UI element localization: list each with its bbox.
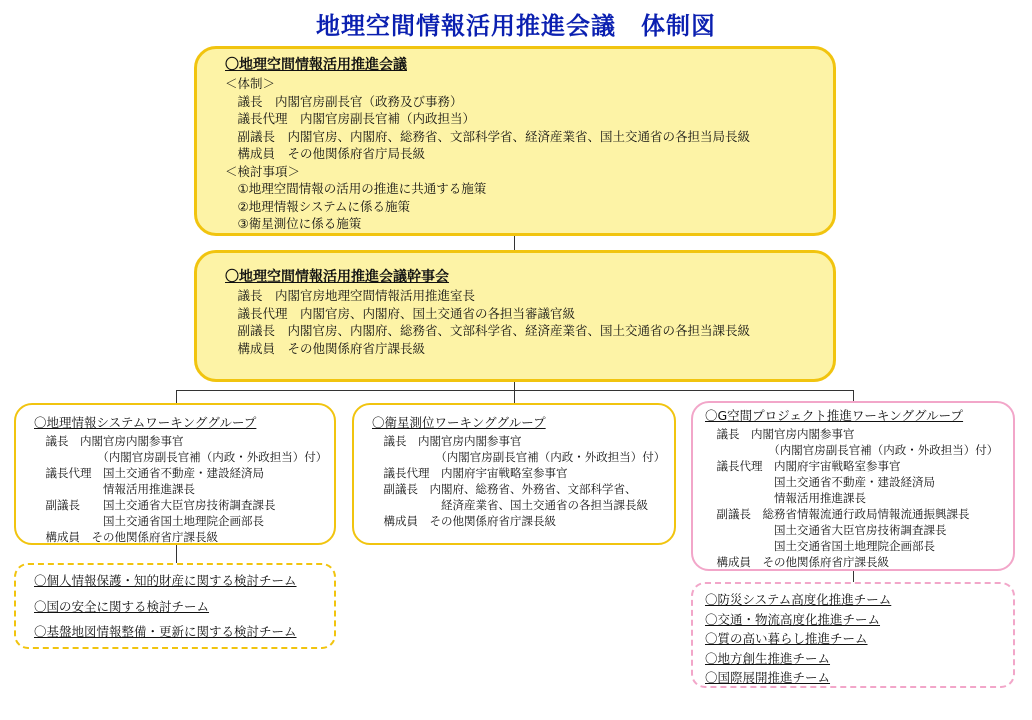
wg-gis-line: （内閣官房副長官補（内政・外政担当）付） [34, 450, 328, 464]
wg-gnss-line: （内閣官房副長官補（内政・外政担当）付） [372, 450, 666, 464]
secretariat-line: 副議長 内閣官房、内閣府、総務省、文部科学省、経済産業省、国土交通省の各担当課長級 [225, 323, 751, 338]
council-line: 構成員 その他関係府省庁局長級 [225, 146, 426, 161]
team-item: 〇国際展開推進チーム [705, 670, 831, 685]
wg-g-project-line: 構成員 その他関係府省庁課長級 [705, 555, 889, 569]
team-item: 〇交通・物流高度化推進チーム [705, 611, 881, 627]
team-item: 〇個人情報保護・知的財産に関する検討チーム [34, 573, 297, 588]
council-line: 議長 内閣官房副長官（政務及び事務） [225, 93, 463, 109]
wg-gis-line: 議長 内閣官房内閣参事官 [34, 434, 184, 448]
secretariat-line: 議長代理 内閣官房、内閣府、国土交通省の各担当審議官級 [225, 305, 576, 321]
wg-gis-heading: 〇地理情報システムワーキンググループ [34, 415, 257, 430]
wg-gnss-line: 構成員 その他関係府省庁課長級 [372, 514, 556, 528]
secretariat-line: 議長 内閣官房地理空間情報活用推進室長 [225, 288, 476, 303]
wg-g-project-box [691, 401, 1015, 571]
council-line: ＜検討事項＞ [225, 163, 301, 179]
connector-council-secretariat [514, 236, 515, 250]
team-item: 〇質の高い暮らし推進チーム [705, 631, 868, 646]
wg-gnss-box [352, 403, 676, 545]
wg-g-project-line: 国土交通省大臣官房技術調査課長 [705, 523, 947, 537]
council-line: 副議長 内閣官房、内閣府、総務省、文部科学省、経済産業省、国土交通省の各担当局長級 [225, 128, 751, 144]
connector-secretariat-down [514, 382, 515, 390]
team-item: 〇地方創生推進チーム [705, 650, 831, 666]
wg-gnss-line: 議長 内閣官房内閣参事官 [372, 434, 522, 448]
wg-gnss-line: 議長代理 内閣府宇宙戦略室参事官 [372, 466, 568, 480]
teams-left-box [14, 563, 336, 649]
wg-g-project-line: 国土交通省不動産・建設経済局 [705, 475, 935, 489]
wg-gis-line: 議長代理 国土交通省不動産・建設経済局 [34, 466, 264, 480]
wg-g-project-heading: 〇G空間プロジェクト推進ワーキンググループ [705, 408, 964, 423]
connector-to-wg-gis [176, 390, 177, 404]
council-line: 議長代理 内閣官房副長官補（内政担当） [225, 111, 476, 126]
wg-gnss-line: 経済産業省、国土交通省の各担当課長級 [372, 498, 648, 512]
wg-gnss-line: 副議長 内閣府、総務省、外務省、文部科学省、 [372, 482, 637, 496]
council-box [194, 46, 836, 236]
page-title: 地理空間情報活用推進会議 体制図 [316, 12, 716, 40]
council-line: ＜体制＞ [225, 76, 276, 91]
wg-gis-box [14, 403, 336, 545]
connector-g-teams [853, 570, 854, 582]
connector-gis-teams [176, 545, 177, 563]
wg-gis-line: 情報活用推進課長 [34, 482, 195, 496]
council-line: ③衛星測位に係る施策 [225, 216, 362, 231]
wg-g-project-line: 国土交通省国土地理院企画部長 [705, 539, 935, 553]
council-line: ②地理情報システムに係る施策 [225, 198, 410, 214]
wg-gis-line: 副議長 国土交通省大臣官房技術調査課長 [34, 498, 276, 512]
connector-horizontal [176, 390, 854, 391]
secretariat-line: 構成員 その他関係府省庁課長級 [225, 340, 426, 356]
wg-g-project-line: 議長 内閣官房内閣参事官 [705, 427, 855, 441]
connector-to-wg-gnss [514, 390, 515, 404]
council-line: ①地理空間情報の活用の推進に共通する施策 [225, 181, 487, 196]
wg-gis-line: 構成員 その他関係府省庁課長級 [34, 530, 218, 544]
teams-right-box [691, 582, 1015, 688]
secretariat-box [194, 250, 836, 382]
wg-gis-line: 国土交通省国土地理院企画部長 [34, 514, 264, 528]
secretariat-heading: 〇地理空間情報活用推進会議幹事会 [225, 269, 449, 285]
team-item: 〇国の安全に関する検討チーム [34, 598, 210, 614]
team-item: 〇防災システム高度化推進チーム [705, 592, 892, 607]
wg-gnss-heading: 〇衛星測位ワーキンググループ [372, 415, 546, 430]
team-item: 〇基盤地図情報整備・更新に関する検討チーム [34, 624, 297, 639]
wg-g-project-line: （内閣官房副長官補（内政・外政担当）付） [705, 443, 999, 457]
council-heading: 〇地理空間情報活用推進会議 [225, 57, 407, 73]
wg-g-project-line: 情報活用推進課長 [705, 491, 866, 505]
wg-g-project-line: 議長代理 内閣府宇宙戦略室参事官 [705, 459, 901, 473]
wg-g-project-line: 副議長 総務省情報流通行政局情報流通振興課長 [705, 507, 970, 521]
